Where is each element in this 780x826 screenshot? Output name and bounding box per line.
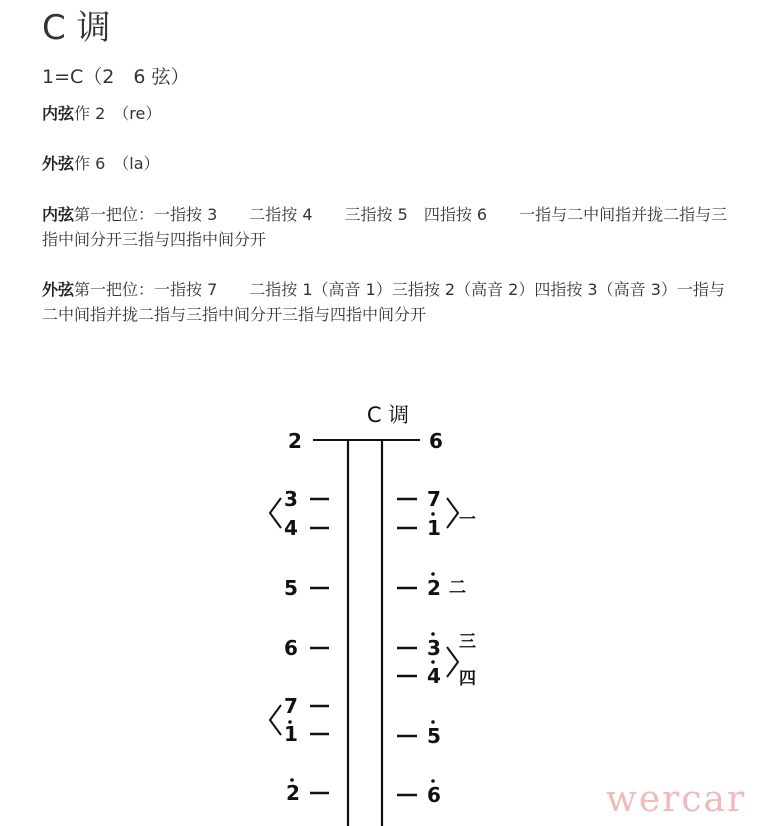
left-note-7: [284, 694, 329, 718]
right-note-high-2: [397, 572, 441, 600]
left-note-6: [284, 636, 329, 660]
finger-mark-four: 四: [459, 669, 476, 689]
svg-text:2: 2: [286, 781, 300, 805]
svg-text:6: 6: [427, 783, 441, 807]
left-bracket-top: [270, 498, 281, 528]
inner-string-text: 作 2 （re）: [74, 104, 162, 123]
right-note-high-4: [397, 660, 441, 688]
svg-text:5: 5: [284, 576, 298, 600]
outer-string-text: 作 6 （la）: [74, 154, 160, 173]
page-title: C 调: [42, 8, 111, 48]
left-note-4: [284, 516, 329, 540]
right-note-7: [397, 487, 441, 511]
svg-text:7: 7: [427, 487, 441, 511]
inner-first-position-paragraph: [42, 202, 732, 252]
inner-string-paragraph: [42, 101, 732, 126]
inner-first-position-label: 内弦: [42, 205, 75, 224]
open-left-note: 2: [288, 429, 302, 453]
svg-text:3: 3: [284, 487, 298, 511]
svg-text:6: 6: [284, 636, 298, 660]
svg-text:5: 5: [427, 724, 441, 748]
outer-first-position-text: 第一把位：一指按 7 二指按 1（高音 1）三指按 2（高音 2）四指按 3（高音 3）一指与二中间指并拢二指与三指中间分开三指与四指中间分开: [42, 280, 725, 324]
svg-text:3: 3: [427, 636, 441, 660]
right-bracket-middle: [447, 647, 458, 677]
svg-text:1: 1: [427, 516, 441, 540]
finger-mark-three: 三: [459, 632, 476, 652]
svg-text:4: 4: [284, 516, 298, 540]
right-note-high-5: [397, 720, 441, 748]
right-note-high-1: [397, 512, 441, 540]
right-note-high-3: [397, 632, 441, 660]
key-subtitle: 1=C（2 6 弦）: [42, 66, 190, 88]
finger-mark-two: 二: [449, 578, 466, 598]
watermark-text: wercar: [606, 779, 747, 820]
finger-mark-one: 一: [459, 510, 476, 530]
inner-first-position-text: 第一把位：一指按 3 二指按 4 三指按 5 四指按 6 一指与二中间指并拢二指与三指中间分开三指与四指中间分开: [42, 205, 728, 249]
outer-first-position-paragraph: [42, 277, 732, 327]
svg-text:7: 7: [284, 694, 298, 718]
outer-string-paragraph: [42, 151, 732, 176]
left-note-3: [284, 487, 329, 511]
left-bracket-bottom: [270, 705, 281, 735]
svg-text:1: 1: [284, 722, 298, 746]
svg-text:4: 4: [427, 664, 441, 688]
diagram-title: C 调: [366, 403, 410, 427]
outer-first-position-label: 外弦: [42, 280, 75, 299]
right-note-high-6: [397, 779, 441, 807]
left-note-high-2: [286, 778, 329, 805]
svg-text:2: 2: [427, 576, 441, 600]
right-bracket-top: [447, 498, 458, 528]
open-right-note: 6: [429, 429, 443, 453]
left-note-high-1: [284, 720, 329, 746]
left-note-5: [284, 576, 329, 600]
inner-string-label: 内弦: [42, 104, 75, 123]
outer-string-label: 外弦: [42, 154, 75, 173]
fingering-diagram: [250, 395, 500, 826]
